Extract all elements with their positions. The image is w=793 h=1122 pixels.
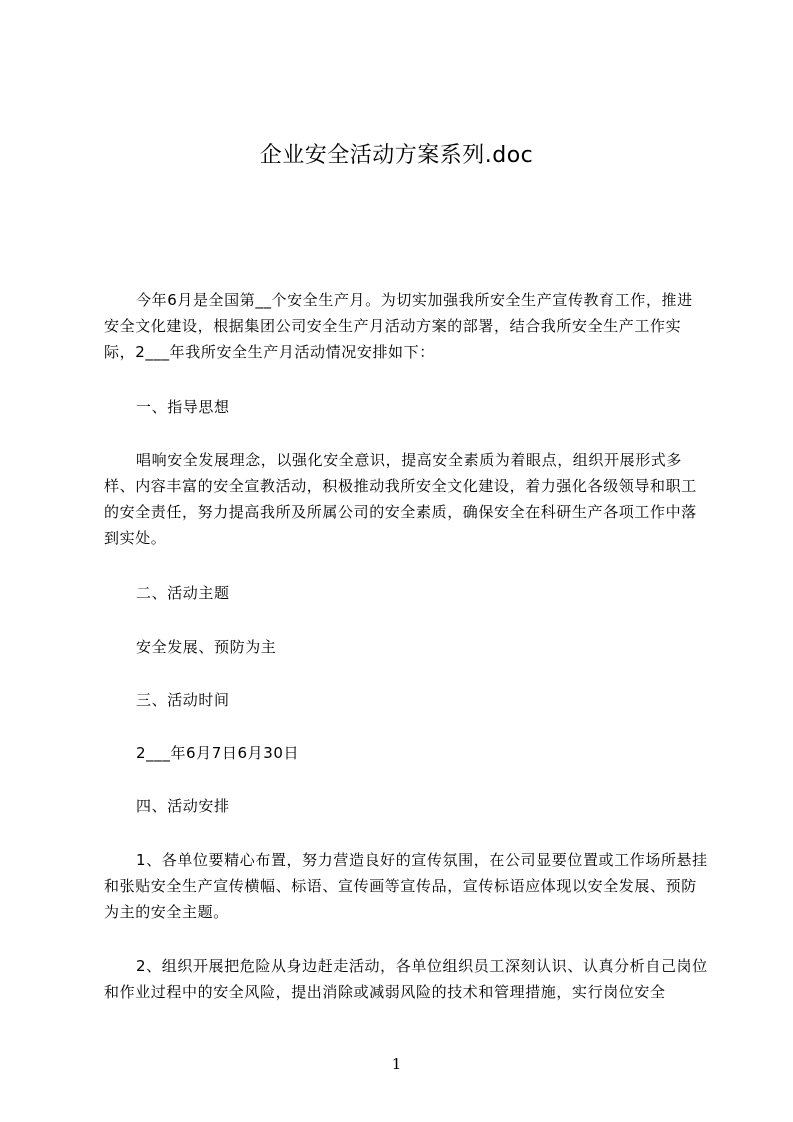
page-number: 1 [391,1055,402,1073]
guiding-principle-paragraph: 唱响安全发展理念，以强化安全意识，提高安全素质为着眼点，组织开展形式多样、内容丰富的安全宣教活动，积极推动我所安全文化建设，着力强化各级领导和职工的安全责任，努力提高我所及所属公司的安全素质，确保安全在科研生产各项工作中落到实处。 [104,451,697,547]
activity-theme-text: 安全发展、预防为主 [136,638,277,656]
arrangement-item-2: 2、组织开展把危险从身边赶走活动，各单位组织员工深刻认识、认真分析自己岗位和作业过程中的安全风险，提出消除或减弱风险的技术和管理措施，实行岗位安全 [104,957,708,1001]
document-title: 企业安全活动方案系列.doc [259,143,534,168]
section-heading-activity-theme: 二、活动主题 [136,584,230,602]
arrangement-item-1: 1、各单位要精心布置，努力营造良好的宣传氛围，在公司显要位置或工作场所悬挂和张贴安全生产宣传横幅、标语、宣传画等宣传品，宣传标语应体现以安全发展、预防为主的安全主题。 [104,851,708,921]
section-heading-guiding-principle: 一、指导思想 [136,398,230,416]
section-heading-activity-arrangement: 四、活动安排 [136,797,230,815]
activity-time-text: 2___年6月7日6月30日 [136,744,300,762]
intro-paragraph: 今年6月是全国第__个安全生产月。为切实加强我所安全生产宣传教育工作，推进安全文化建设，根据集团公司安全生产月活动方案的部署，结合我所安全生产工作实际，2___年我所安全生产月活动情况安排如下： [104,291,693,361]
section-heading-activity-time: 三、活动时间 [136,691,230,709]
